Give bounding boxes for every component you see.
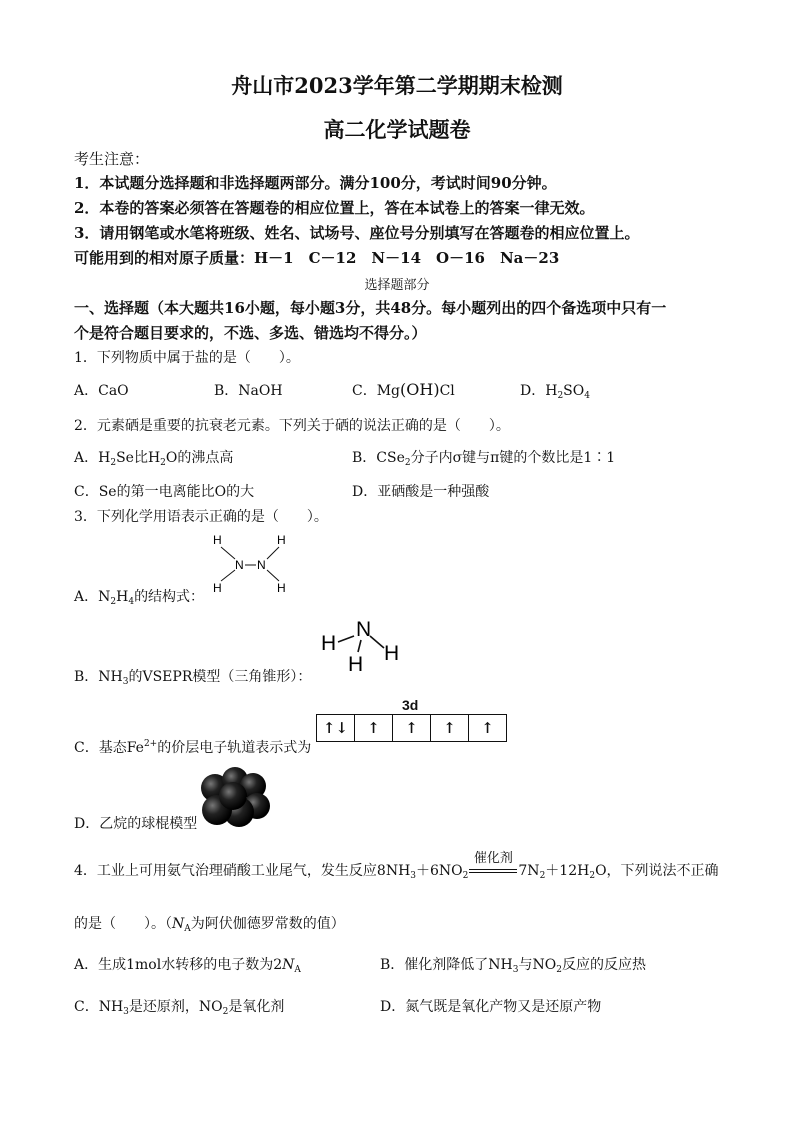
q1-option-d: D．$H_2SO_4$ bbox=[520, 383, 590, 401]
nh3-structure-diagram bbox=[318, 616, 408, 674]
orbital-label: 3d bbox=[402, 697, 419, 713]
q1-stem: 1．下列物质中属于盐的是（ ）。 bbox=[74, 350, 300, 366]
bond-line bbox=[358, 640, 361, 652]
section-heading-line1: 一、选择题（本大题共16小题，每小题3分，共48分。每小题列出的四个备选项中只有一 bbox=[74, 299, 667, 317]
bond-line bbox=[221, 570, 235, 581]
atom-h: H bbox=[277, 533, 286, 547]
bond-line bbox=[267, 547, 279, 559]
q2-option-a: A．$H_2Se$比$H_2O$的沸点高 bbox=[74, 450, 234, 468]
notice-heading: 考生注意： bbox=[74, 150, 150, 168]
q4-option-c: C．$NH_3$是还原剂，$NO_2$是氧化剂 bbox=[74, 999, 285, 1017]
exam-subtitle: 高二化学试题卷 bbox=[323, 117, 471, 142]
atom-h: H bbox=[213, 581, 222, 595]
ethane-model-image bbox=[195, 766, 275, 830]
atomic-masses: 可能用到的相对原子质量：H－1 C－12 N－14 O－16 Na－23 bbox=[74, 249, 560, 267]
exam-title: 舟山市2023学年第二学期期末检测 bbox=[231, 73, 563, 98]
bond-line bbox=[370, 636, 384, 648]
q2-stem: 2．元素硒是重要的抗衰老元素。下列关于硒的说法正确的是（ ）。 bbox=[74, 418, 510, 434]
q4-stem-line2: 的是（ ）。（$N_A$为阿伏伽德罗常数的值） bbox=[74, 916, 345, 934]
orbital-boxes bbox=[316, 714, 507, 742]
orbital-box: ↑↓ bbox=[317, 715, 355, 741]
notice-item-3: 3．请用钢笔或水笔将班级、姓名、试场号、座位号分别填写在答题卷的相应位置上。 bbox=[74, 224, 640, 242]
bond-line bbox=[221, 547, 235, 559]
atom-n: N bbox=[235, 558, 244, 572]
q3-option-b: B．$NH_3$的VSEPR模型（三角锥形）： bbox=[74, 669, 312, 687]
bond-line bbox=[267, 570, 279, 581]
atom-n: N bbox=[356, 618, 372, 641]
atom-h: H bbox=[348, 653, 364, 674]
atom-h: H bbox=[213, 533, 222, 547]
orbital-box: ↑ bbox=[481, 719, 494, 737]
q4-option-d: D．氮气既是氧化产物又是还原产物 bbox=[380, 999, 602, 1015]
atom-n: N bbox=[257, 558, 266, 572]
atom-h: H bbox=[277, 581, 286, 595]
section-label: 选择题部分 bbox=[364, 278, 430, 293]
q1-option-c: C．Mg(OH)Cl bbox=[352, 380, 455, 399]
q2-option-d: D．亚硒酸是一种强酸 bbox=[352, 484, 490, 500]
q1-option-a: A．CaO bbox=[74, 383, 129, 399]
q3-option-a: A．$N_2H_4$的结构式： bbox=[74, 589, 205, 607]
notice-item-2: 2．本卷的答案必须答在答题卷的相应位置上，答在本试卷上的答案一律无效。 bbox=[74, 199, 595, 217]
notice-item-1: 1．本试题分选择题和非选择题两部分。满分100分，考试时间90分钟。 bbox=[74, 174, 557, 192]
catalyst-arrow: 催化剂 bbox=[468, 863, 518, 879]
section-heading-line2: 个是符合题目要求的，不选、多选、错选均不得分。） bbox=[74, 324, 427, 342]
q3-stem: 3．下列化学用语表示正确的是（ ）。 bbox=[74, 509, 328, 525]
q4-stem-line1: 4．工业上可用氨气治理硝酸工业尾气，发生反应$8NH_3+6NO_2$ 催化剂 $7N_2+12H_2O$，下列说法不正确 bbox=[74, 851, 719, 881]
q2-option-b: B．CSe$_2$分子内σ键与π键的个数比是1∶1 bbox=[352, 450, 616, 468]
orbital-box: ↑ bbox=[431, 715, 469, 741]
q4-option-a: A．生成1mol水转移的电子数为$2N_A$ bbox=[74, 957, 301, 975]
bond-line bbox=[338, 636, 354, 642]
q3-option-d: D．乙烷的球棍模型 bbox=[74, 816, 198, 832]
atom-h: H bbox=[384, 642, 400, 665]
q4-option-b: B．催化剂降低了$NH_3$与$NO_2$反应的反应热 bbox=[380, 957, 646, 975]
q1-option-b: B．NaOH bbox=[214, 383, 283, 399]
q3-option-c: C．基态$Fe^{2+}$的价层电子轨道表示式为 bbox=[74, 739, 312, 756]
atom-h: H bbox=[321, 632, 337, 655]
q2-option-c: C．Se的第一电离能比O的大 bbox=[74, 484, 255, 500]
orbital-box: ↑ bbox=[393, 715, 431, 741]
orbital-box: ↑ bbox=[355, 715, 393, 741]
n2h4-structure-diagram bbox=[205, 530, 295, 598]
